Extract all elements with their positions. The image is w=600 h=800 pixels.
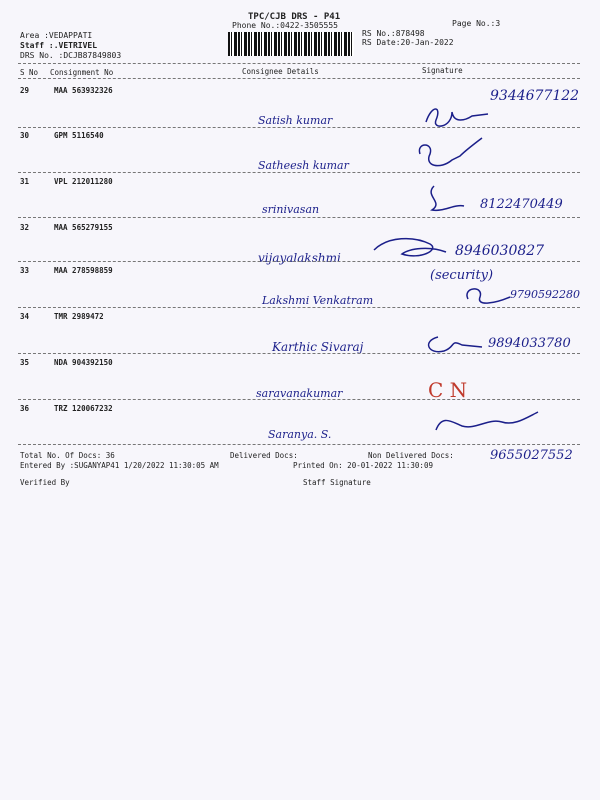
row-sno: 36 <box>20 404 30 413</box>
consignee-name: vijayalakshmi <box>258 251 341 265</box>
consignee-phone: 9344677122 <box>490 88 580 104</box>
row-consignment: TMR 2989472 <box>54 312 104 321</box>
drs-number: DRS No. :DCJB87849803 <box>20 51 122 60</box>
consignee-name: Saranya. S. <box>268 428 332 441</box>
verified-by: Verified By <box>20 478 70 487</box>
barcode <box>228 32 354 56</box>
row-sno: 34 <box>20 312 30 321</box>
red-mark: C N <box>428 378 468 402</box>
col-signature: Signature <box>422 66 463 75</box>
rs-number: RS No.:878498 <box>362 29 425 38</box>
row-sno: 32 <box>20 223 30 232</box>
signature-scribble <box>460 285 516 307</box>
divider <box>18 307 580 308</box>
consignee-phone: 9894033780 <box>488 336 571 351</box>
divider <box>18 172 580 173</box>
non-delivered-docs: Non Delivered Docs: <box>368 451 454 460</box>
row-consignment: NDA 904392150 <box>54 358 113 367</box>
row-sno: 31 <box>20 177 30 186</box>
consignee-phone: 9790592280 <box>510 288 580 301</box>
page-number: Page No.:3 <box>452 19 501 28</box>
row-consignment: TRZ 120067232 <box>54 404 113 413</box>
row-consignment: MAA 278598859 <box>54 266 113 275</box>
col-consignee: Consignee Details <box>242 67 319 76</box>
divider <box>18 63 580 64</box>
signature-scribble <box>412 136 492 176</box>
delivered-docs: Delivered Docs: <box>230 451 298 460</box>
consignee-phone: 8946030827 <box>455 243 545 259</box>
row-sno: 33 <box>20 266 30 275</box>
printed-on: Printed On: 20-01-2022 11:30:09 <box>293 461 433 470</box>
staff-label: Staff :.VETRIVEL <box>20 41 98 50</box>
signature-scribble <box>370 234 450 264</box>
row-consignment: MAA 565279155 <box>54 223 113 232</box>
consignee-name: Lakshmi Venkatram <box>262 294 374 307</box>
divider <box>18 353 580 354</box>
consignee-phone: 9655027552 <box>490 448 573 463</box>
signature-scribble <box>422 333 488 359</box>
total-docs: Total No. Of Docs: 36 <box>20 451 115 460</box>
row-sno: 29 <box>20 86 30 95</box>
divider <box>18 399 580 400</box>
consignee-name: srinivasan <box>262 203 320 216</box>
staff-signature: Staff Signature <box>303 478 371 487</box>
divider <box>18 78 580 79</box>
consignee-name: Karthic Sivaraj <box>272 340 364 354</box>
col-sno: S No <box>20 68 39 77</box>
signature-scribble <box>424 182 474 218</box>
row-consignment: MAA 563932326 <box>54 86 113 95</box>
consignee-name: Satish kumar <box>258 114 333 127</box>
row-consignment: VPL 212011280 <box>54 177 113 186</box>
phone-number: Phone No.:0422-3505555 <box>232 21 338 30</box>
document-title: TPC/CJB DRS - P41 <box>248 12 341 22</box>
col-consignment: Consignment No <box>50 68 114 77</box>
signature-scribble <box>432 410 542 436</box>
divider <box>18 444 580 445</box>
consignee-phone: 8122470449 <box>480 197 563 212</box>
row-sno: 35 <box>20 358 30 367</box>
divider <box>18 261 580 262</box>
consignee-name: saravanakumar <box>256 387 343 400</box>
consignee-name: Satheesh kumar <box>258 159 349 172</box>
row-consignment: GPM 5116540 <box>54 131 104 140</box>
security-note: (security) <box>430 268 494 283</box>
divider <box>18 217 580 218</box>
entered-by: Entered By :SUGANYAP41 1/20/2022 11:30:05 AM <box>20 461 219 470</box>
rs-date: RS Date:20-Jan-2022 <box>362 38 454 47</box>
row-sno: 30 <box>20 131 30 140</box>
signature-scribble <box>422 100 492 134</box>
area-label: Area :VEDAPPATI <box>20 31 93 40</box>
divider <box>18 127 580 128</box>
